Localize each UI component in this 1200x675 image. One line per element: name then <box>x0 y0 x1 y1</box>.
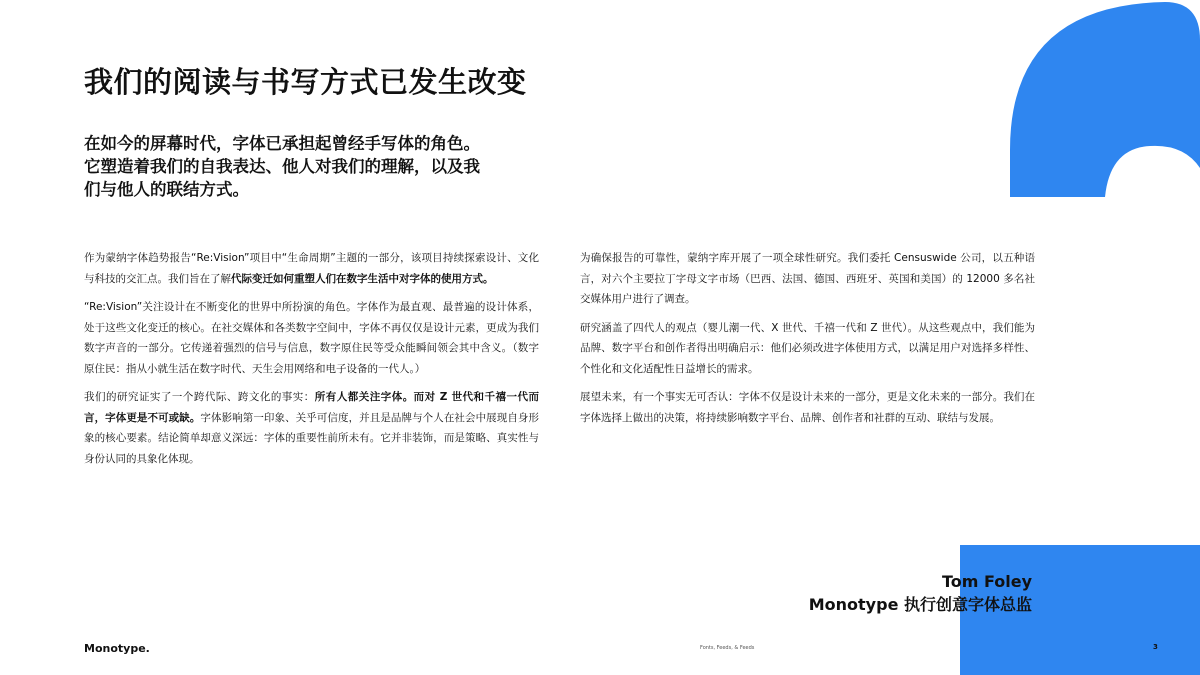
body-paragraph: 展望未来，有一个事实无可否认：字体不仅是设计未来的一部分，更是文化未来的一部分。我们在字体选择上做出的决策，将持续影响数字平台、品牌、创作者和社群的互动、联结与发展。 <box>580 391 1035 424</box>
body-paragraph: 为确保报告的可靠性，蒙纳字库开展了一项全球性研究。我们委托 Censuswide 公司，以五种语言，对六个主要拉丁字母文字市场（巴西、法国、德国、西班牙、英国和美国）的 12000 多名社交媒体用户进行了调查。 <box>580 252 1035 305</box>
body-paragraph <box>84 387 539 469</box>
signature-name: Tom Foley <box>941 572 1032 591</box>
body-text: 我们的研究证实了一个跨代际、跨文化的事实： <box>84 391 315 403</box>
page-title: 我们的阅读与书写方式已发生改变 <box>84 65 527 99</box>
footer-report-title: Fonts, Feeds, & Feeds <box>700 645 755 651</box>
lead-line: 在如今的屏幕时代，字体已承担起曾经手写体的角色。 <box>84 134 480 153</box>
brand-logo: Monotype. <box>84 642 150 655</box>
signature-role: Monotype 执行创意字体总监 <box>808 595 1032 614</box>
body-paragraph: 研究涵盖了四代人的观点（婴儿潮一代、X 世代、千禧一代和 Z 世代）。从这些观点中，我们能为品牌、数字平台和创作者得出明确启示：他们必须改进字体使用方式，以满足用户对选择多样性、个性化和文化适配性日益增长的需求。 <box>580 321 1035 375</box>
body-text-bold: 所有人都关注字体。而对 Z 世代和千禧一代而言，字体更是不可或缺。 <box>84 391 539 424</box>
page-number: 3 <box>1153 643 1158 651</box>
right-column <box>580 248 1035 436</box>
body-text-bold: 代际变迁如何重塑人们在数字生活中对字体的使用方式。 <box>231 272 494 285</box>
lead-paragraph <box>84 132 554 201</box>
lead-line: 们与他人的联结方式。 <box>84 180 249 199</box>
signature-block <box>809 570 1032 616</box>
lead-line: 它塑造着我们的自我表达、他人对我们的理解，以及我 <box>84 157 480 176</box>
left-column <box>84 248 539 477</box>
body-text: 作为蒙纳字体趋势报告“Re:Vision”项目中“生命周期”主题的一部分，该项目持续探索设计、文化与科技的交汇点。我们旨在了解 <box>84 252 539 285</box>
body-paragraph <box>84 248 539 289</box>
body-paragraph: “Re:Vision”关注设计在不断变化的世界中所扮演的角色。字体作为最直观、最普遍的设计体系，处于这些文化变迁的核心。在社交媒体和各类数字空间中，字体不再仅仅是设计元素，更成为我们数字声音的一部分。它传递着强烈的信号与信息，数字原住民等受众能瞬间领会其中含义。（数字原住民：指从小就生活在数字时代、天生会用网络和电子设备的一代人。） <box>84 301 539 375</box>
body-text: 字体影响第一印象、关乎可信度，并且是品牌与个人在社会中展现自身形象的核心要素。结论简单却意义深远：字体的重要性前所未有。它并非装饰，而是策略、真实性与身份认同的具象化体现。 <box>84 411 540 465</box>
question-mark-hook <box>1010 2 1200 197</box>
